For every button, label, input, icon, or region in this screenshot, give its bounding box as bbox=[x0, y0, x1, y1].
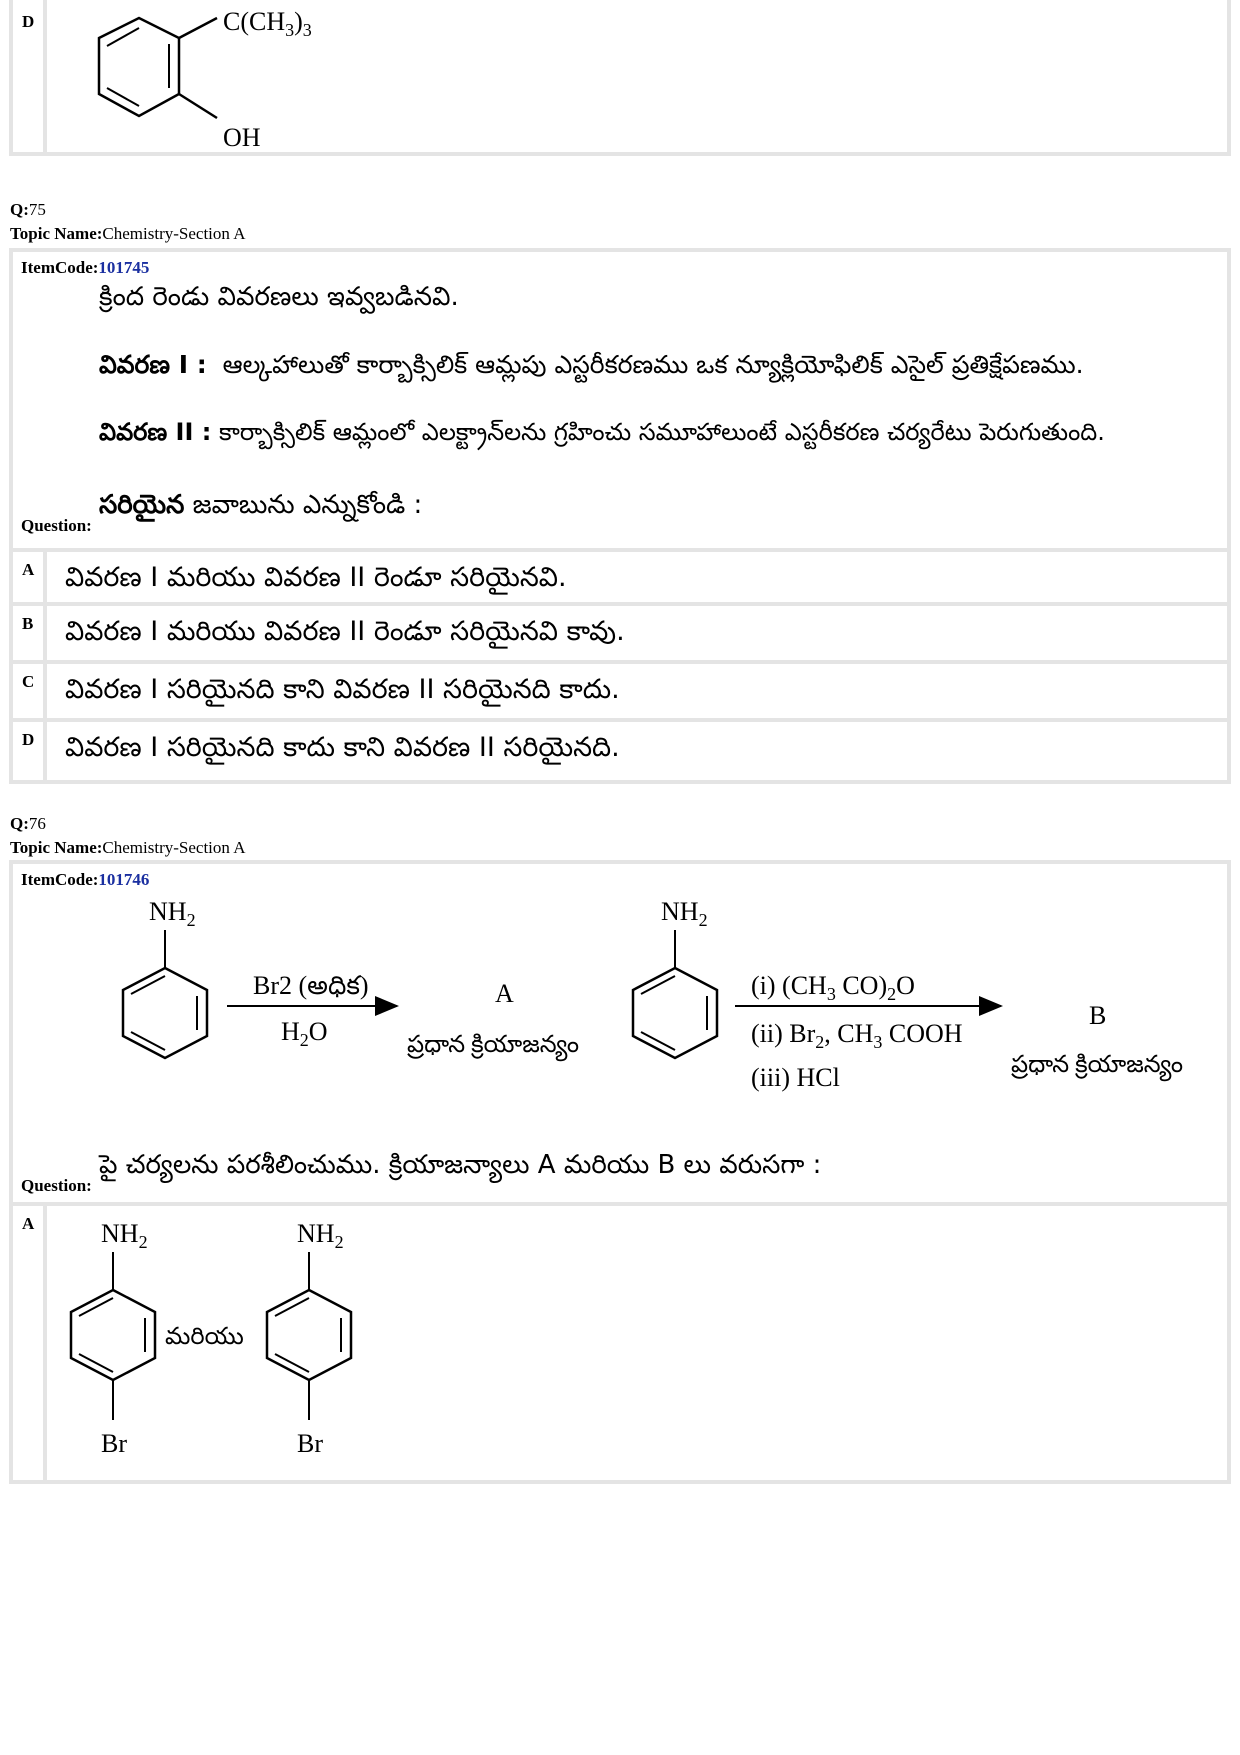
q75-item-code bbox=[21, 258, 149, 278]
q75-option-c[interactable] bbox=[9, 664, 1231, 722]
q75-number: 75 bbox=[28, 200, 46, 219]
q75-choose-rest: జవాబును ఎన్నుకోండి : bbox=[192, 490, 423, 520]
q75-statement-1-text: ఆల్కహాలుతో కార్బాక్సిలిక్ ఆమ్లపు ఎస్టరీకరణము ఒక న్యూక్లియోఫిలిక్ ఎసైల్ ప్రతిక్షేపణము. bbox=[222, 350, 1084, 379]
aniline-structure-1 bbox=[123, 897, 207, 1058]
q75-option-c-label: C bbox=[22, 672, 35, 691]
reagent-1-bottom: $H_2O$ bbox=[281, 1017, 328, 1050]
q75-choose-bold: సరియైన bbox=[99, 490, 185, 520]
q75-statement-1-label: వివరణ I : bbox=[99, 350, 207, 379]
step-3: (iii) HCl bbox=[751, 1063, 840, 1092]
q75-option-d-label: D bbox=[22, 730, 35, 749]
q75-option-a-text: వివరణ I మరియు వివరణ II రెండూ సరియైనవి. bbox=[65, 562, 567, 593]
product-b: B bbox=[1089, 1001, 1107, 1030]
q75-item-prefix: ItemCode: bbox=[21, 258, 99, 277]
q76-question-text: పై చర్యలను పరశీలించుము. క్రియాజన్యాలు A మరియు B లు వరుసగా : bbox=[99, 1150, 822, 1180]
step-2: (ii) $Br_2$, $CH_3$ COOH bbox=[751, 1019, 963, 1052]
q76-question-label: Question: bbox=[21, 1176, 92, 1195]
q75-option-b-label: B bbox=[22, 614, 34, 633]
prev-option-d-label: D bbox=[22, 12, 35, 31]
q75-option-d-text: వివరణ I సరియైనది కాదు కాని వివరణ II సరియైనది. bbox=[65, 732, 620, 763]
product-a: A bbox=[495, 979, 514, 1008]
q76-topic: Chemistry-Section A bbox=[102, 838, 246, 857]
option-a-and: మరియు bbox=[165, 1324, 244, 1350]
q76-header bbox=[10, 812, 245, 860]
q76-item-code bbox=[21, 870, 149, 890]
q76-option-a-label: A bbox=[22, 1214, 35, 1233]
svg-text:C(CH3)3: $C(CH_3)_3$ bbox=[223, 7, 312, 40]
q75-statement-2-label: వివరణ II : bbox=[99, 418, 212, 446]
q75-topic: Chemistry-Section A bbox=[102, 224, 246, 243]
q75-statement-1 bbox=[99, 350, 1084, 386]
product-a-major-label: ప్రధాన క్రియాజన్యం bbox=[407, 1032, 579, 1058]
aniline-2-amine: $NH_2$ bbox=[661, 897, 708, 930]
aniline-1-amine: $NH_2$ bbox=[149, 897, 196, 930]
q75-statement-2-text: కార్బాక్సిలిక్ ఆమ్లంలో ఎలక్ట్రాన్‌లను గ్రహించు సమూహాలుంటే ఎస్టరీకరణ చర్యరేటు పెరుగుతుంది. bbox=[219, 418, 1105, 446]
q76-item-prefix: ItemCode: bbox=[21, 870, 99, 889]
q75-option-a[interactable] bbox=[9, 548, 1231, 606]
q75-option-a-label: A bbox=[22, 560, 35, 579]
q75-question-label: Question: bbox=[21, 516, 92, 535]
q75-statement-2 bbox=[99, 418, 1105, 452]
bromo-1: Br bbox=[101, 1429, 127, 1458]
q75-option-b[interactable] bbox=[9, 606, 1231, 664]
q75-header bbox=[10, 198, 245, 246]
svg-text:NH2: $NH_2$ bbox=[297, 1219, 344, 1252]
q75-q-prefix: Q: bbox=[10, 200, 29, 219]
product-b-major-label: ప్రధాన క్రియాజన్యం bbox=[1011, 1052, 1183, 1078]
q76-topic-prefix: Topic Name: bbox=[10, 838, 103, 857]
q75-intro: క్రింద రెండు వివరణలు ఇవ్వబడినవి. bbox=[99, 282, 459, 312]
bromo-2: Br bbox=[297, 1429, 323, 1458]
q75-choose bbox=[99, 490, 422, 526]
q75-item-code-value: 101745 bbox=[98, 258, 150, 277]
reaction-scheme bbox=[13, 890, 1223, 1160]
step-1: (i) ($CH_3$ $CO)_2O$ bbox=[751, 971, 915, 1004]
tert-butylphenol-structure bbox=[53, 0, 353, 150]
option-a-structures bbox=[53, 1206, 413, 1476]
q75-topic-prefix: Topic Name: bbox=[10, 224, 103, 243]
q76-question-box bbox=[9, 860, 1231, 1206]
prev-option-d[interactable] bbox=[9, 0, 1231, 156]
q75-option-c-text: వివరణ I సరియైనది కాని వివరణ II సరియైనది కాదు. bbox=[65, 674, 620, 705]
q76-number: 76 bbox=[28, 814, 46, 833]
aniline-structure-2 bbox=[633, 897, 717, 1058]
q76-q-prefix: Q: bbox=[10, 814, 29, 833]
q75-question-box bbox=[9, 248, 1231, 548]
q75-option-d[interactable] bbox=[9, 722, 1231, 784]
q75-option-b-text: వివరణ I మరియు వివరణ II రెండూ సరియైనవి కావు. bbox=[65, 616, 625, 647]
svg-text:NH2: $NH_2$ bbox=[101, 1219, 148, 1252]
reagent-1-top: Br2 (అధిక) bbox=[253, 971, 369, 1000]
q76-option-a[interactable] bbox=[9, 1206, 1231, 1484]
q76-item-code-value: 101746 bbox=[98, 870, 150, 889]
svg-text:OH: OH bbox=[223, 123, 261, 150]
